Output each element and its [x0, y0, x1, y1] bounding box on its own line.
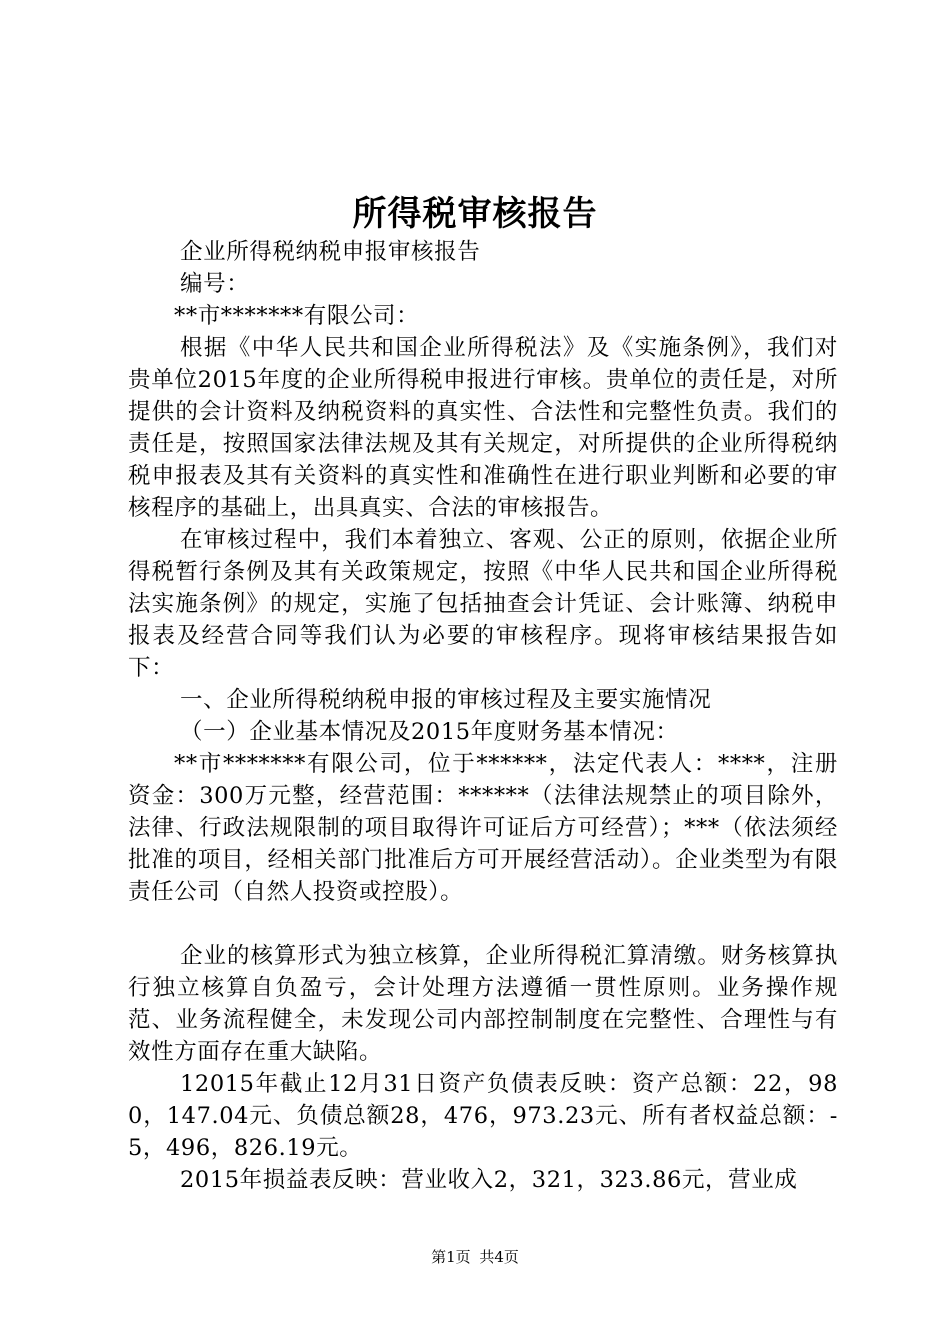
paragraph-legal-basis: 根据《中华人民共和国企业所得税法》及《实施条例》，我们对贵单位2015年度的企业所得税申报进行审核。贵单位的责任是，对所提供的会计资料及纳税资料的真实性、合法性和完整性负责。我们的责任是，按照国家法律法规及其有关规定，对所提供的企业所得税纳税申报表及其有关资料的真实性和准确性在进行职业判断和必要的审核程序的基础上，出具真实、合法的审核报告。	[128, 335, 838, 521]
page-total: 共4页	[479, 1248, 519, 1266]
paragraph-accounting: 企业的核算形式为独立核算，企业所得税汇算清缴。财务核算执行独立核算自负盈亏，会计处理方法遵循一贯性原则。业务操作规范、业务流程健全，未发现公司内部控制制度在完整性、合理性与有效性方面存在重大缺陷。	[128, 943, 838, 1065]
report-number-label: 编号：	[180, 271, 250, 297]
document-body	[128, 236, 838, 1196]
document-title: 所得税审核报告	[352, 194, 598, 234]
recipient-line: **市*******有限公司：	[174, 303, 420, 329]
paragraph-income-statement: 2015年损益表反映：营业收入2，321，323.86元，营业成	[180, 1167, 798, 1193]
page-footer	[0, 1246, 950, 1267]
page-number: 第1页	[431, 1248, 471, 1266]
paragraph-audit-process: 在审核过程中，我们本着独立、客观、公正的原则，依据企业所得税暂行条例及其有关政策规定，按照《中华人民共和国企业所得税法实施条例》的规定，实施了包括抽查会计凭证、会计账簿、纳税申报表及经营合同等我们认为必要的审核程序。现将审核结果报告如下：	[128, 527, 838, 681]
report-subtitle: 企业所得税纳税申报审核报告	[180, 239, 481, 265]
section-heading-1: 一、企业所得税纳税申报的审核过程及主要实施情况	[180, 687, 712, 713]
paragraph-company-info: **市*******有限公司，位于******，法定代表人：****，注册资金：300万元整，经营范围：******（法律法规禁止的项目除外，法律、行政法规限制的项目取得许可证后方可经营）；***（依法须经批准的项目，经相关部门批准后方可开展经营活动）。企业类型为有限责任公司（自然人投资或控股）。	[128, 751, 838, 905]
paragraph-balance-sheet: 12015年截止12月31日资产负债表反映：资产总额：22，980，147.04元、负债总额28，476，973.23元、所有者权益总额：-5，496，826.19元。	[128, 1071, 838, 1161]
paragraph-gap	[128, 908, 838, 940]
subsection-heading-1: （一）企业基本情况及2015年度财务基本情况：	[180, 719, 679, 745]
